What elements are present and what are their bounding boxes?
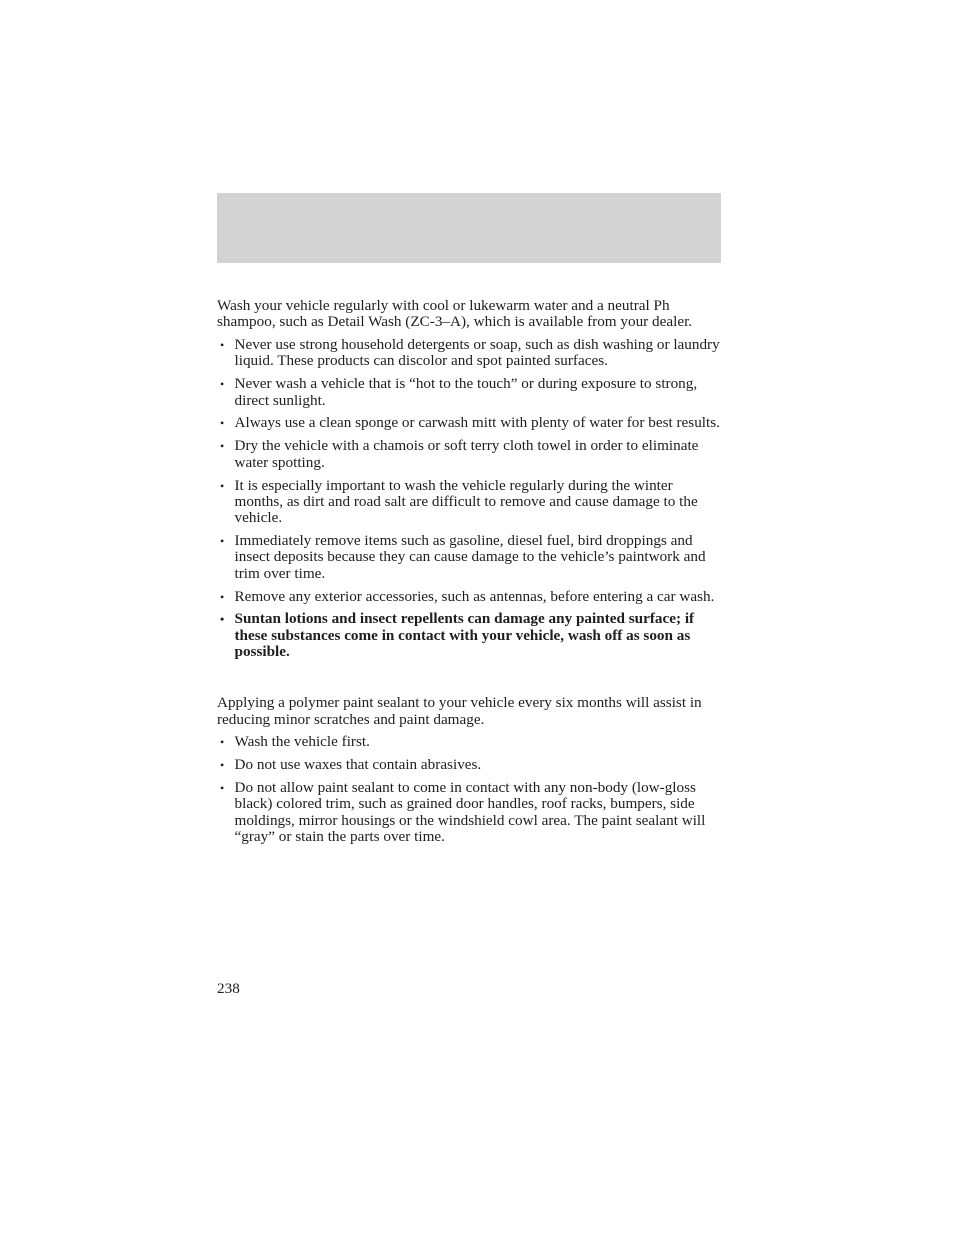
header-band [217,193,721,263]
bullet-icon: • [220,758,225,773]
list-item-text: Do not allow paint sealant to come in contact with any non-body (low-gloss black) colored trim, such as grained door handles, roof racks, bumpers, side moldings, mirror housings or the windshield cowl area. The paint sealant will “gray” or stain the parts over time. [234,779,706,846]
list-item [217,438,723,471]
list-item [217,376,723,409]
list-item-text: Never use strong household detergents or soap, such as dish washing or laundry liquid. These products can discolor and spot painted surfaces. [234,336,720,370]
list-item [217,734,723,750]
bullet-icon: • [220,416,225,431]
list-item [217,780,723,845]
bullet-icon: • [220,612,225,627]
list-item-text: It is especially important to wash the vehicle regularly during the winter months, as dirt and road salt are difficult to remove and cause damage to the vehicle. [234,476,698,527]
list-item [217,337,723,370]
sealant-intro-paragraph: Applying a polymer paint sealant to your vehicle every six months will assist in reducing minor scratches and paint damage. [217,694,702,728]
list-item [217,589,723,605]
bullet-icon: • [220,781,225,796]
list-item-text: Never wash a vehicle that is “hot to the touch” or during exposure to strong, direct sunlight. [234,375,698,409]
washing-tips-list [217,337,723,660]
list-item-text: Do not use waxes that contain abrasives. [234,756,482,774]
washing-intro-paragraph: Wash your vehicle regularly with cool or lukewarm water and a neutral Ph shampoo, such as Detail Wash (ZC-3–A), which is available from your dealer. [217,297,693,331]
list-item [217,415,723,431]
page-number: 238 [217,980,240,997]
sealant-tips-list [217,734,723,845]
bullet-icon: • [220,589,225,604]
bullet-icon: • [220,439,225,454]
bullet-icon: • [220,534,225,549]
list-item [217,478,723,527]
list-item-text: Immediately remove items such as gasoline, diesel fuel, bird droppings and insect deposits because they can cause damage to the vehicle’s paintwork and trim over time. [234,532,706,582]
list-item-text: Suntan lotions and insect repellents can damage any painted surface; if these substances come in contact with your vehicle, wash off as soon as possible. [234,610,695,660]
bullet-icon: • [220,478,225,493]
list-item [217,757,723,773]
list-item-text: Dry the vehicle with a chamois or soft terry cloth towel in order to eliminate water spotting. [234,437,699,471]
bullet-icon: • [220,735,225,750]
warning-list-item [217,611,723,660]
bullet-icon: • [220,338,225,353]
list-item [217,533,723,582]
bullet-icon: • [220,377,225,392]
list-item-text: Wash the vehicle first. [234,733,370,751]
page-content [217,298,723,852]
list-item-text: Remove any exterior accessories, such as antennas, before entering a car wash. [234,587,715,605]
list-item-text: Always use a clean sponge or carwash mitt with plenty of water for best results. [234,414,720,432]
